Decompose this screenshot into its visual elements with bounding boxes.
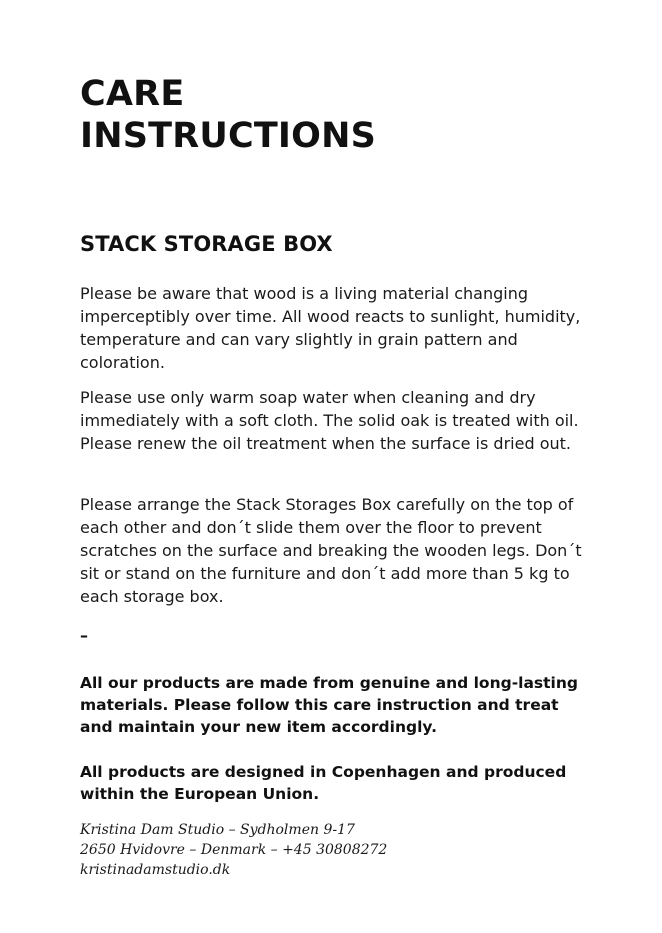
- statement-materials: All our products are made from genuine and long-lasting materials. Please follow this care instruction and treat and maintain your new item accordingly.: [80, 674, 578, 736]
- statement-origin: All products are designed in Copenhagen and produced within the European Union.: [80, 763, 567, 803]
- address-line-city: 2650 Hvidovre – Denmark – +45 30808272: [80, 842, 388, 858]
- company-address: [80, 820, 387, 880]
- address-line-company: Kristina Dam Studio – Sydholmen 9-17: [80, 822, 355, 838]
- title-line-2: INSTRUCTIONS: [80, 116, 377, 156]
- section-divider: –: [80, 626, 88, 645]
- title-line-1: CARE: [80, 74, 185, 114]
- paragraph-handling: Please arrange the Stack Storages Box carefully on the top of each other and don´t slide them over the floor to prevent scratches on the surface and breaking the wooden legs. Don´t sit or stand on the furniture and don´t add more than 5 kg to each storage box.: [80, 495, 582, 606]
- page-title: [80, 73, 376, 157]
- paragraph-wood-material: Please be aware that wood is a living material changing imperceptibly over time. All wood reacts to sunlight, humidity, temperature and can vary slightly in grain pattern and coloration.: [80, 284, 581, 372]
- product-name: STACK STORAGE BOX: [80, 232, 333, 256]
- care-instructions-page: [80, 0, 640, 933]
- paragraph-cleaning: Please use only warm soap water when cleaning and dry immediately with a soft cloth. The solid oak is treated with oil. Please renew the oil treatment when the surface is dried out.: [80, 388, 579, 453]
- address-website: kristinadamstudio.dk: [80, 862, 231, 878]
